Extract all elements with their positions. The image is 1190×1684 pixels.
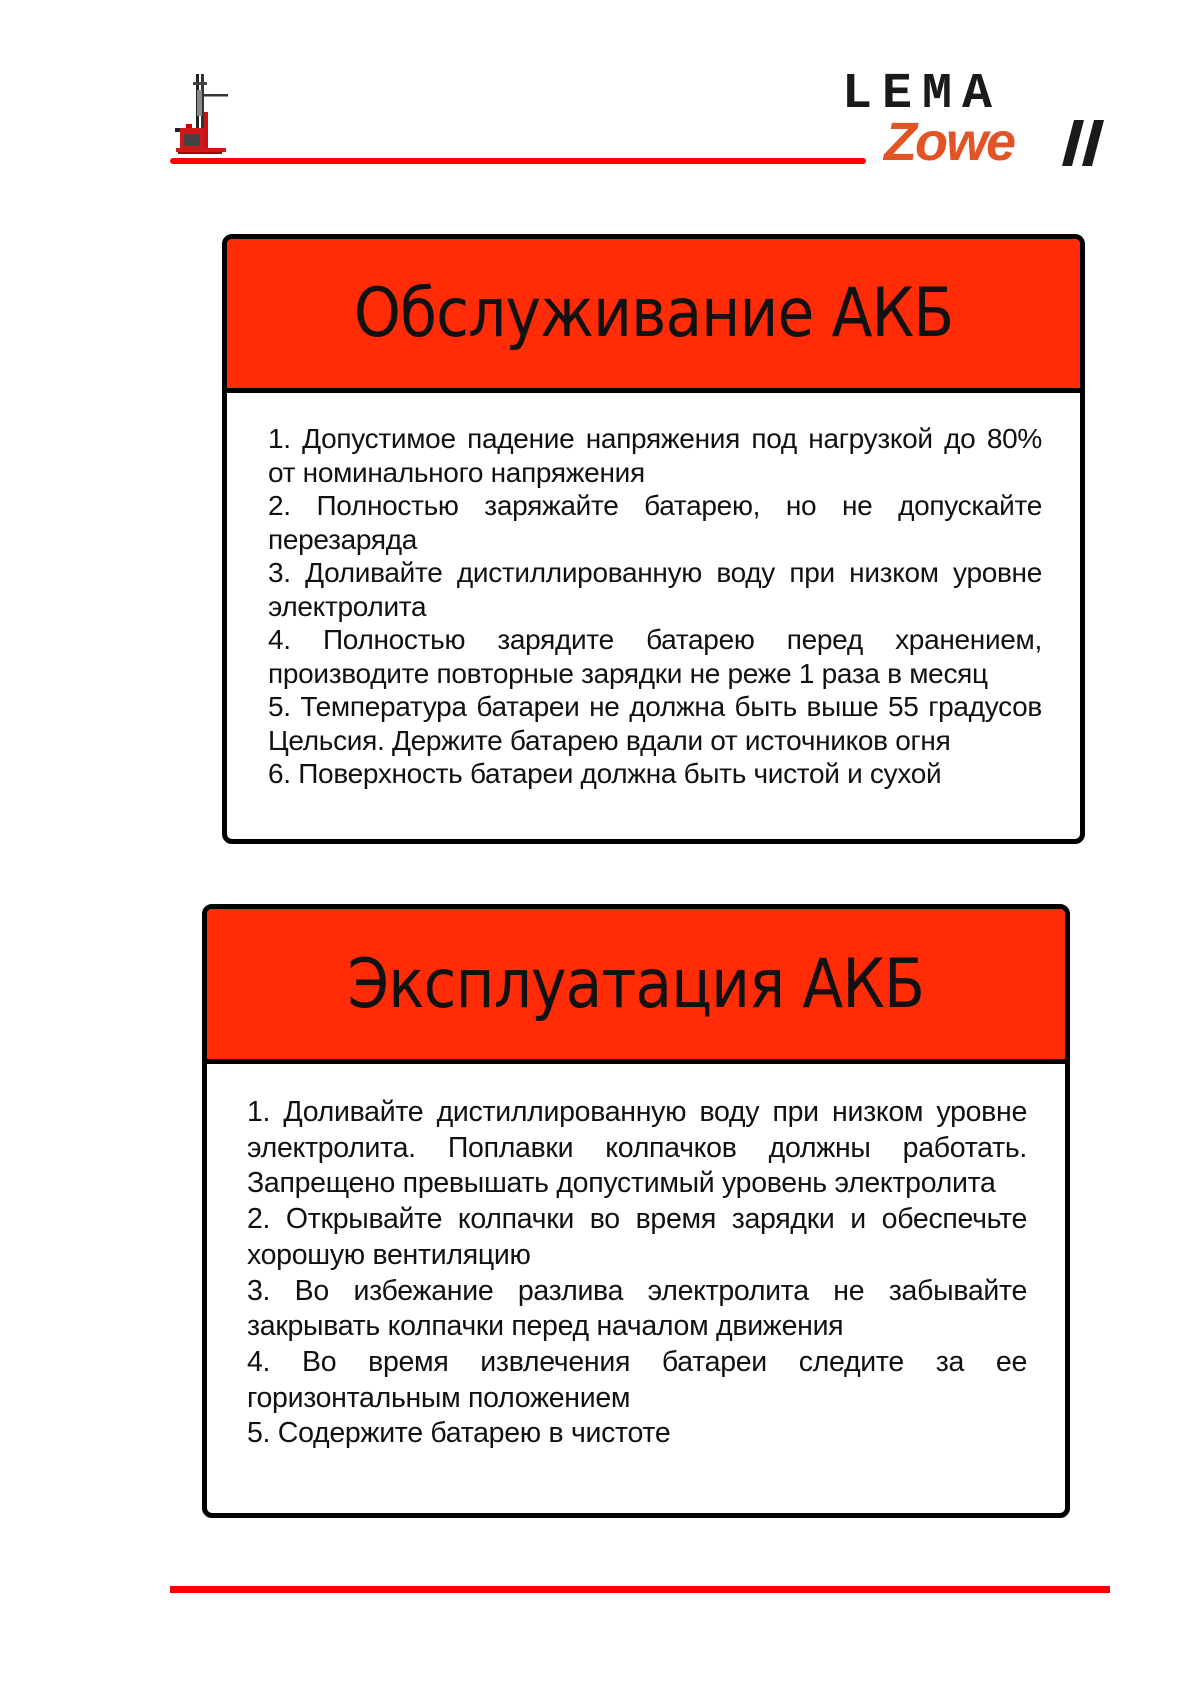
header-divider-line <box>170 158 866 164</box>
list-item: 6. Поверхность батареи должна быть чистой и сухой <box>268 758 942 789</box>
lema-zowe-logo <box>838 66 1108 172</box>
logo-text-zowe: Zowe <box>884 112 1015 172</box>
list-item: 5. Температура батареи не должна быть выше 55 градусов Цельсия. Держите батарею вдали от источников огня <box>268 691 1042 756</box>
operation-section-list <box>207 1064 1065 1452</box>
list-item: 3. Во избежание разлива электролита не забывайте закрывать колпачки перед началом движения <box>247 1274 1027 1343</box>
footer-divider-line <box>170 1586 1110 1593</box>
operation-section-card <box>202 904 1070 1518</box>
maintenance-section-list <box>227 393 1080 791</box>
list-item: 4. Во время извлечения батареи следите за ее горизонтальным положением <box>247 1345 1027 1414</box>
list-item: 5. Содержите батарею в чистоте <box>247 1417 671 1450</box>
operation-section-header <box>207 909 1065 1064</box>
maintenance-section-card <box>222 234 1085 844</box>
list-item: 4. Полностью зарядите батарею перед хранением, производите повторные зарядки не реже 1 раза в месяц <box>268 624 1042 689</box>
list-item: 3. Доливайте дистиллированную воду при низком уровне электролита <box>268 557 1042 622</box>
forklift-stacker-icon <box>168 72 240 158</box>
maintenance-section-title: Обслуживание АКБ <box>353 274 954 353</box>
maintenance-section-header <box>227 239 1080 393</box>
logo-text-lema: LEMA <box>842 66 1003 123</box>
operation-section-title: Эксплуатация АКБ <box>347 944 925 1024</box>
list-item: 2. Полностью заряжайте батарею, но не допускайте перезаряда <box>268 490 1042 555</box>
logo-slashes-icon <box>1060 118 1108 168</box>
list-item: 2. Открывайте колпачки во время зарядки и обеспечьте хорошую вентиляцию <box>247 1203 1027 1271</box>
list-item: 1. Допустимое падение напряжения под нагрузкой до 80% от номинального напряжения <box>268 423 1042 488</box>
list-item: 1. Доливайте дистиллированную воду при низком уровне электролита. Поплавки колпачков должны работать. Запрещено превышать допустимый уровень электролита <box>247 1096 1027 1200</box>
